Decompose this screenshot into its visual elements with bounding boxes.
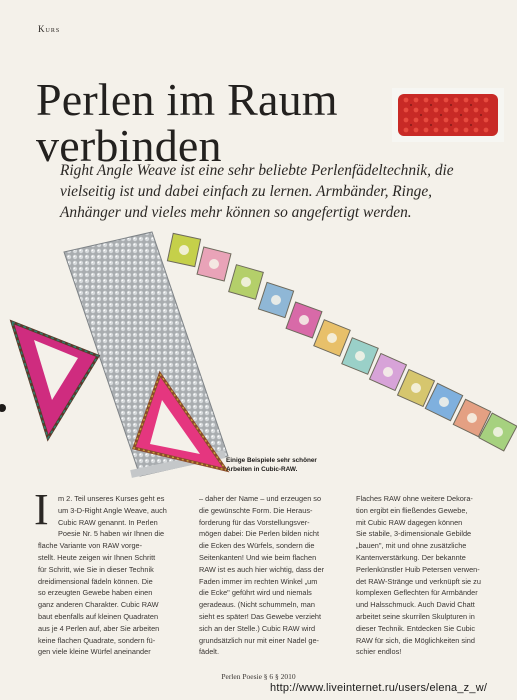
red-bracelet-photo (392, 88, 504, 142)
caption-line: Arbeiten in Cubic-RAW. (226, 465, 298, 473)
body-line: Kantenverstärkung. Der bekannte (356, 552, 466, 562)
body-line: dieser Technik. Entdecken Sie Cubic (356, 623, 476, 633)
body-line: tion ergibt ein fließendes Gewebe, (356, 505, 468, 515)
body-line: Flaches RAW ohne weitere Dekora- (356, 494, 473, 503)
lead-line: Anhänger und vieles mehr können so angefertigt werden. (60, 204, 412, 221)
photo-caption (226, 457, 366, 474)
body-line: „bauen", mit und ohne zusätzliche (356, 541, 467, 551)
body-line: schier endlos! (356, 647, 402, 657)
body-line: mögen dabei: Die Perlen bilden nicht (199, 529, 320, 539)
body-line: Sie stabile, 3-dimensionale Gebilde (356, 529, 472, 539)
body-column-1 (38, 493, 188, 658)
body-line: für Schritt, wie Sie in dieser Technik (38, 564, 154, 574)
section-label: Kurs (38, 24, 61, 34)
body-line: baut ebenfalls auf kleinen Quadraten (38, 611, 159, 621)
square-link-bracelet (167, 233, 517, 451)
page-edge-mark (0, 400, 6, 416)
body-line: grundsätzlich nur mit einer Nadel ge- (199, 635, 320, 645)
body-line: Cubic RAW genannt. In Perlen (58, 517, 158, 527)
body-line: forderung für das Vorstellungsver- (199, 517, 310, 527)
body-line: Perlenkünstler Huib Petersen verwen- (356, 564, 480, 574)
jewelry-photo (0, 224, 517, 486)
body-line: Seitenkanten! Und wie beim flachen (199, 552, 317, 562)
title-line-1: Perlen im Raum (36, 73, 338, 125)
body-line: komplexen Geflechten für Armbänder (356, 588, 478, 598)
body-line: die Ecken des Würfels, sondern die (199, 541, 315, 551)
body-line: so erzeugten Gewebe haben einen (38, 588, 153, 598)
watermark-url: http://www.liveinternet.ru/users/elena_z_w/ (270, 682, 488, 694)
lead-line: vielseitig ist und dabei einfach zu lernen. Armbänder, Ringe, (60, 183, 433, 200)
article-title (36, 73, 366, 171)
body-line: Faden immer im rechten Winkel „um (199, 576, 318, 586)
body-line: flache Variante von RAW vorge- (38, 541, 143, 551)
lead-paragraph (60, 160, 480, 223)
title-line-2: verbinden (36, 119, 222, 171)
body-line: gen viele kleine Würfel aneinander (38, 647, 151, 657)
body-line: die gewünschte Form. Die Heraus- (199, 505, 313, 515)
triangle-pendant-left (12, 322, 98, 438)
body-line: fädelt. (199, 647, 220, 657)
body-column-2 (199, 493, 349, 658)
body-line: m 2. Teil unseres Kurses geht es (58, 494, 165, 503)
body-line: stellt. Heute zeigen wir Ihnen Schritt (38, 552, 156, 562)
body-column-3 (356, 493, 506, 658)
body-line: sich an der Stelle.) Cubic RAW wird (199, 623, 316, 633)
body-line: arbeitet seine skurrilen Skulpturen in (356, 611, 475, 621)
body-line: ganz anderen Charakter. Cubic RAW (38, 600, 159, 610)
body-line: geradeaus. (Nicht schummeln, man (199, 600, 315, 610)
drop-cap: I (34, 485, 49, 534)
body-line: und Halsschmuck. Auch David Chatt (356, 600, 475, 610)
caption-line: Einige Beispiele sehr schöner (226, 457, 317, 464)
lead-line: Right Angle Weave ist eine sehr beliebte Perlenfädeltechnik, die (60, 162, 454, 179)
body-line: – daher der Name – und erzeugen so (199, 494, 322, 503)
body-line: det RAW-Stränge und verknüpft sie zu (356, 576, 481, 586)
body-line: aus je 4 Perlen auf, aber Sie arbeiten (38, 623, 160, 633)
body-line: dreidimensional fädeln können. Die (38, 576, 153, 586)
page-footer: Perlen Poesie § 6 § 2010 (221, 672, 296, 681)
body-line: die Ecke" geführt wird und niemals (199, 588, 312, 598)
body-line: RAW ist es auch hier wichtig, dass der (199, 564, 325, 574)
body-line: sieht es später! Das Gewebe verzieht (199, 611, 322, 621)
body-line: keine flachen Quadrate, sondern fü- (38, 635, 156, 645)
body-line: mit Cubic RAW dagegen können (356, 517, 463, 527)
body-line: RAW für sich, die Möglichkeiten sind (356, 635, 475, 645)
body-line: um 3-D-Right Angle Weave, auch (58, 505, 167, 515)
body-line: Poesie Nr. 5 haben wir Ihnen die (58, 529, 165, 539)
